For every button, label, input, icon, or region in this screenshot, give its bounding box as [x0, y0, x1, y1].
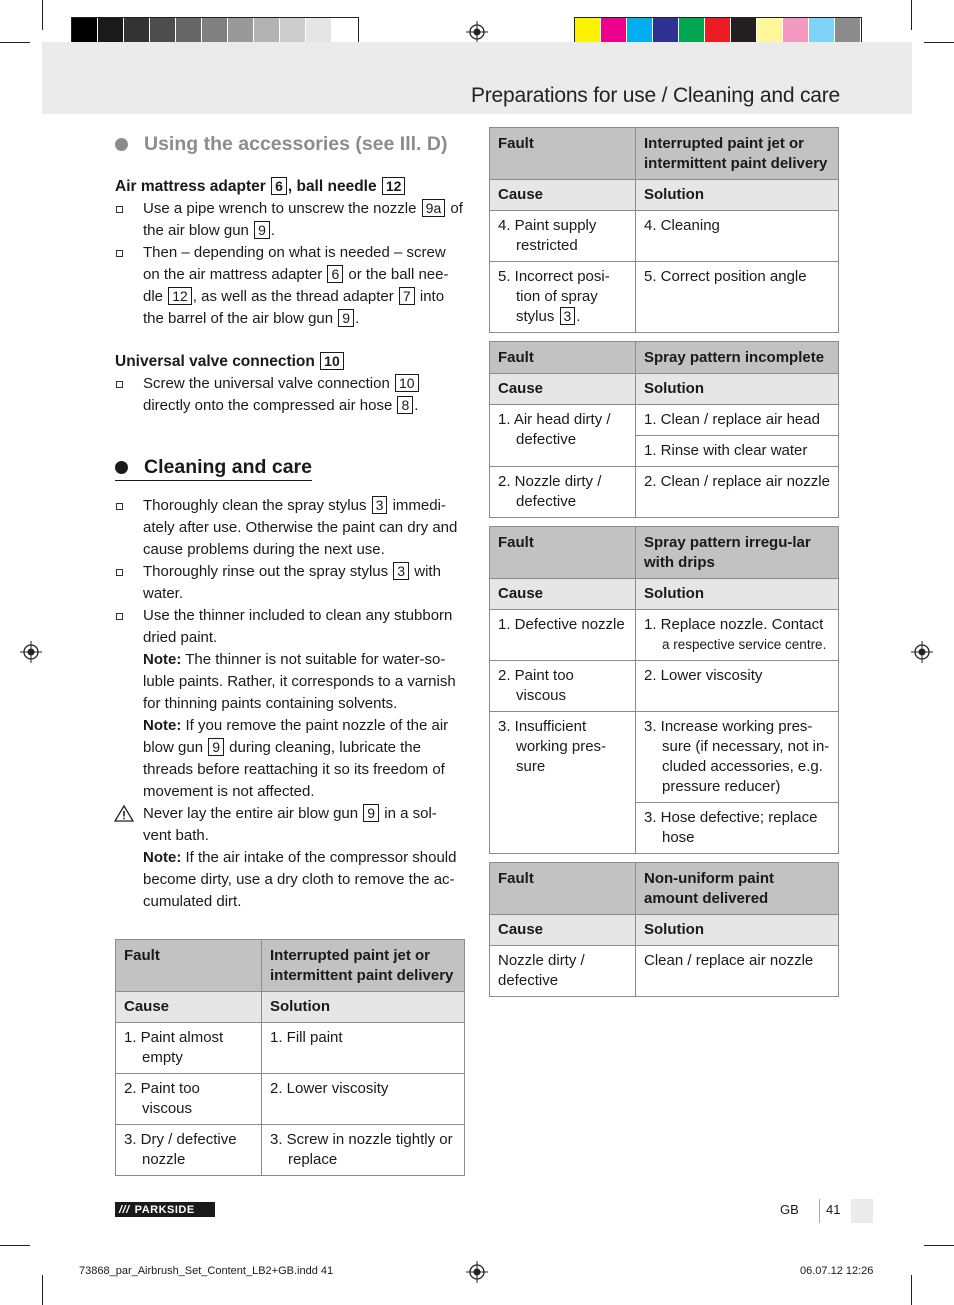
cell-text: 3. Insufficient working pres-sure [498, 718, 607, 775]
left-column [115, 130, 465, 1176]
part-ref: 12 [168, 287, 192, 305]
fault-table-non-uniform [489, 862, 839, 997]
crop-mark [924, 42, 954, 43]
text: Thoroughly rinse out the spray stylus [143, 563, 393, 580]
fault-table-interrupted [489, 127, 839, 333]
cause-cell [116, 1074, 262, 1125]
bullet-dot-icon [115, 461, 128, 474]
cell-text: 1. Rinse with clear water [644, 442, 808, 459]
cell-text: 2. Lower viscosity [270, 1080, 389, 1097]
bullet-square-icon [116, 503, 123, 510]
part-ref: 3 [372, 496, 388, 514]
cell-text: 1. Air head dirty / defective [498, 411, 611, 448]
cell-text: 1. Replace nozzle. Contact [644, 616, 824, 633]
cause-cell [490, 610, 636, 661]
table-header-row [490, 342, 839, 374]
solution-cell [636, 262, 839, 333]
solution-cell [262, 1023, 465, 1074]
fault-table-drips [489, 526, 839, 854]
solution-label: Solution [636, 180, 839, 211]
cell-text: 2. Clean / replace air nozzle [644, 473, 830, 490]
text: into the barrel of the air blow gun [143, 288, 445, 327]
crop-mark [911, 0, 912, 30]
table-row [490, 467, 839, 518]
table-row [490, 405, 839, 436]
fault-label: Fault [490, 527, 636, 579]
bullet-dot-icon [115, 138, 128, 151]
solution-label: Solution [636, 915, 839, 946]
cause-label: Cause [490, 579, 636, 610]
text: , ball needle [287, 178, 381, 195]
cause-cell [490, 262, 636, 333]
cell-text: 1. Paint almost empty [124, 1029, 224, 1066]
table-subheader-row [490, 915, 839, 946]
cause-cell [490, 467, 636, 518]
cell-text: 3. Increase working pres-sure (if necessary, not in-cluded accessories, e.g. pressure reducer) [644, 718, 830, 795]
note-label: Note: [143, 849, 182, 866]
part-ref: 10 [395, 374, 419, 392]
text: Then – depending on what is needed – screw on the air mattress adapter [143, 244, 446, 283]
part-ref: 9 [208, 738, 224, 756]
subheading-air-mattress [115, 176, 465, 198]
section-heading-cleaning [115, 453, 312, 481]
bullet-square-icon [116, 206, 123, 213]
fault-label: Fault [490, 342, 636, 374]
solution-cell [262, 1074, 465, 1125]
cell-text: 2. Nozzle dirty / defective [498, 473, 602, 510]
cell-text: 1. Defective nozzle [498, 616, 625, 633]
table-row [490, 946, 839, 997]
text: . [414, 397, 419, 414]
solution-cell [636, 436, 839, 467]
text: Use a pipe wrench to unscrew the nozzle [143, 200, 421, 217]
cause-label: Cause [490, 374, 636, 405]
list-item [115, 561, 465, 605]
solution-cell [262, 1125, 465, 1176]
registration-mark-icon [20, 641, 42, 663]
cause-label: Cause [490, 915, 636, 946]
text: . [576, 308, 581, 325]
footer-divider [819, 1199, 820, 1223]
list-item [115, 605, 465, 649]
part-ref: 9 [254, 221, 270, 239]
table-row [490, 661, 839, 712]
text: If the air intake of the compressor should become dirty, use a dry cloth to remove the ac-cumulated dirt. [143, 849, 457, 910]
crop-mark [0, 42, 30, 43]
registration-mark-icon [466, 21, 488, 43]
text: , as well as the thread adapter [192, 288, 398, 305]
cause-cell [490, 661, 636, 712]
cell-text: 2. Paint too viscous [124, 1080, 200, 1117]
logo-text: PARKSIDE [134, 1203, 195, 1216]
text: Universal valve connection [115, 353, 320, 370]
table-row [490, 712, 839, 803]
cell-text: 1. Fill paint [270, 1029, 343, 1046]
list-item [115, 242, 465, 330]
part-ref: 6 [271, 177, 287, 195]
cell-text: 2. Paint too viscous [498, 667, 574, 704]
text: immedi-ately after use. Otherwise the paint can dry and cause problems during the next use. [143, 497, 458, 558]
part-ref: 8 [397, 396, 413, 414]
logo-slashes: /// [119, 1203, 130, 1216]
text: 5. Incorrect posi-tion of spray stylus [498, 268, 610, 325]
cell-text: 2. Lower viscosity [644, 667, 763, 684]
registration-mark-icon [911, 641, 933, 663]
solution-cell [636, 405, 839, 436]
cleaning-list [115, 495, 465, 913]
solution-cell [636, 661, 839, 712]
text: or the ball nee-dle [143, 266, 449, 305]
footer-tab [851, 1199, 873, 1223]
table-row [490, 610, 839, 661]
fault-value: Interrupted paint jet or intermittent paint delivery [262, 940, 465, 992]
note-label: Note: [143, 651, 182, 668]
note-label: Note: [143, 717, 182, 734]
text: Screw the universal valve connection [143, 375, 394, 392]
solution-cell [636, 467, 839, 518]
fault-value: Non-uniform paint amount delivered [636, 863, 839, 915]
part-ref: 12 [382, 177, 406, 195]
cell-text [498, 267, 627, 327]
fault-value: Spray pattern incomplete [636, 342, 839, 374]
crop-mark [911, 1275, 912, 1305]
crop-mark [924, 1245, 954, 1246]
section-heading-accessories [115, 130, 465, 158]
table-header-row [490, 527, 839, 579]
table-row [116, 1074, 465, 1125]
table-row [116, 1023, 465, 1074]
text: . [270, 222, 276, 239]
text: Never lay the entire air blow gun [143, 805, 363, 822]
table-subheader-row [116, 992, 465, 1023]
subheading-universal-valve [115, 351, 465, 373]
table-subheader-row [490, 180, 839, 211]
table-header-row [490, 863, 839, 915]
solution-cell [636, 946, 839, 997]
cause-cell [490, 405, 636, 467]
table-row [490, 262, 839, 333]
text: Use the thinner included to clean any stubborn dried paint. [143, 607, 453, 646]
fault-label: Fault [116, 940, 262, 992]
page-number: 41 [826, 1202, 841, 1217]
text: of the air blow gun [143, 200, 463, 239]
solution-label: Solution [262, 992, 465, 1023]
fault-table-incomplete [489, 341, 839, 518]
cause-cell [116, 1023, 262, 1074]
solution-cell [636, 712, 839, 803]
note [115, 649, 465, 715]
cell-text: 3. Screw in nozzle tightly or replace [270, 1131, 453, 1168]
list-item [115, 198, 465, 242]
warning-item [115, 803, 465, 847]
cell-text: 4. Paint supply restricted [498, 217, 597, 254]
cell-text: a respective service centre. [662, 637, 827, 652]
cell-text: 3. Dry / defective nozzle [124, 1131, 237, 1168]
table-row [490, 211, 839, 262]
part-ref: 9 [338, 309, 354, 327]
part-ref: 6 [327, 265, 343, 283]
heading-text: Using the accessories (see Ill. D) [144, 133, 448, 155]
table-header-row [116, 940, 465, 992]
cause-label: Cause [116, 992, 262, 1023]
page-title: Preparations for use / Cleaning and care [470, 84, 840, 107]
solution-cell [636, 211, 839, 262]
language-code: GB [780, 1202, 799, 1217]
text: with water. [143, 563, 441, 602]
fault-value: Interrupted paint jet or intermittent paint delivery [636, 128, 839, 180]
cause-cell [490, 712, 636, 854]
solution-label: Solution [636, 374, 839, 405]
part-ref: 7 [399, 287, 415, 305]
bullet-square-icon [116, 250, 123, 257]
part-ref: 10 [320, 352, 344, 370]
solution-cell [636, 803, 839, 854]
crop-mark [42, 0, 43, 30]
solution-label: Solution [636, 579, 839, 610]
cause-cell [490, 211, 636, 262]
crop-mark [0, 1245, 30, 1246]
fault-table-left [115, 939, 465, 1176]
slug-filename: 73868_par_Airbrush_Set_Content_LB2+GB.indd 41 [79, 1265, 334, 1277]
table-header-row [490, 128, 839, 180]
fault-label: Fault [490, 863, 636, 915]
table-row [116, 1125, 465, 1176]
table-subheader-row [490, 579, 839, 610]
list-item [115, 373, 465, 417]
bullet-square-icon [116, 613, 123, 620]
text: in a sol-vent bath. [143, 805, 437, 844]
text: during cleaning, lubricate the threads before reattaching it so its freedom of movement is not affected. [143, 739, 445, 800]
heading-text: Cleaning and care [144, 456, 312, 478]
fault-value: Spray pattern irregu-lar with drips [636, 527, 839, 579]
text: . [355, 310, 360, 327]
solution-cell [636, 610, 839, 661]
part-ref: 9a [422, 199, 446, 217]
registration-mark-icon [466, 1261, 488, 1283]
parkside-logo [115, 1202, 215, 1217]
text: The thinner is not suitable for water-so-luble paints. Rather, it corresponds to a varnish for thinning paints containing solvents. [143, 651, 456, 712]
cell-text: Clean / replace air nozzle [644, 952, 814, 969]
text: Thoroughly clean the spray stylus [143, 497, 371, 514]
text: If you remove the paint nozzle of the air blow gun [143, 717, 449, 756]
slug-date: 06.07.12 12:26 [800, 1265, 874, 1277]
fault-label: Fault [490, 128, 636, 180]
cleaning-heading-wrap [115, 453, 465, 481]
table-subheader-row [490, 374, 839, 405]
cell-text: 1. Clean / replace air head [644, 411, 820, 428]
part-ref: 3 [560, 307, 576, 325]
text: directly onto the compressed air hose [143, 397, 397, 414]
cell-text: Nozzle dirty / defective [498, 952, 585, 989]
list-item [115, 495, 465, 561]
note [115, 715, 465, 803]
cause-cell [490, 946, 636, 997]
cause-cell [116, 1125, 262, 1176]
bullet-square-icon [116, 381, 123, 388]
cell-text: 4. Cleaning [644, 217, 720, 234]
right-column [489, 127, 839, 997]
part-ref: 3 [393, 562, 409, 580]
cell-text: 3. Hose defective; replace hose [644, 809, 818, 846]
text: Air mattress adapter [115, 178, 271, 195]
part-ref: 9 [363, 804, 379, 822]
cell-text: 5. Correct position angle [644, 268, 807, 285]
bullet-square-icon [116, 569, 123, 576]
crop-mark [42, 1275, 43, 1305]
warning-triangle-icon [114, 805, 134, 822]
note [115, 847, 465, 913]
cause-label: Cause [490, 180, 636, 211]
